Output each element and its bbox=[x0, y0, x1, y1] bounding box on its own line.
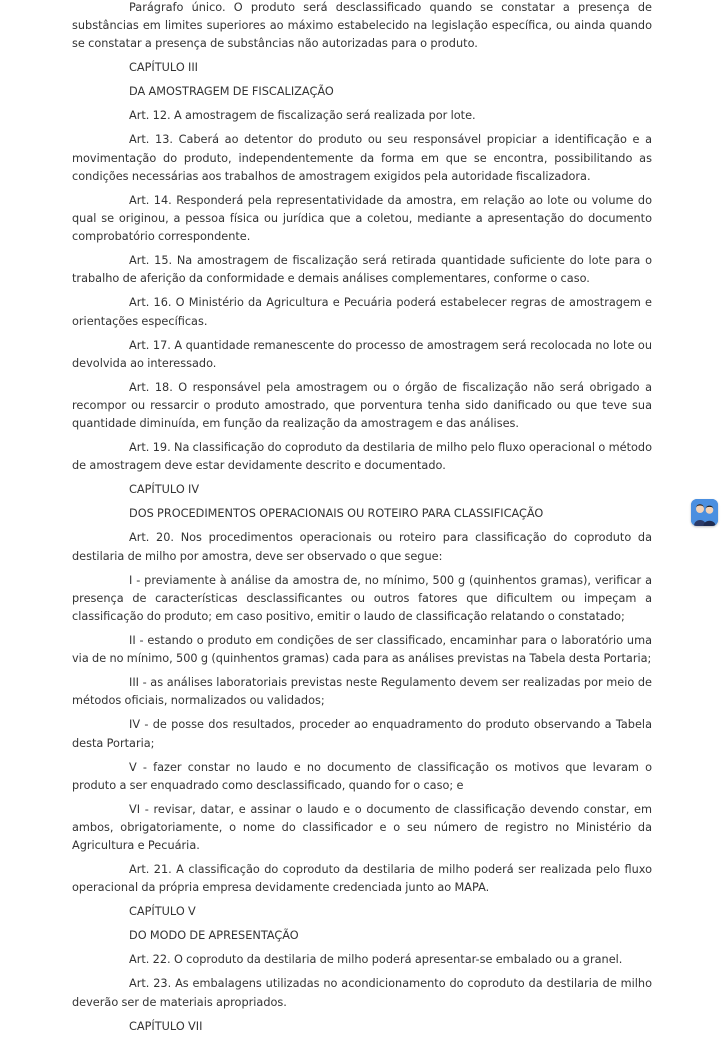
clause-iv: IV - de posse dos resultados, proceder ao enquadramento do produto observando a Tabela desta Portaria; bbox=[72, 718, 652, 750]
article-15: Art. 15. Na amostragem de fiscalização será retirada quantidade suficiente do lote para o trabalho de aferição da conformidade e demais análises complementares, conforme o caso. bbox=[72, 254, 652, 286]
article-21: Art. 21. A classificação do coproduto da destilaria de milho poderá ser realizada pelo fluxo operacional da própria empresa devidamente credenciada junto ao MAPA. bbox=[72, 863, 652, 895]
article-23: Art. 23. As embalagens utilizadas no acondicionamento do coproduto da destilaria de milho deverão ser de materiais apropriados. bbox=[72, 977, 652, 1009]
article-20: Art. 20. Nos procedimentos operacionais ou roteiro para classificação do coproduto da destilaria de milho por amostra, deve ser observado o que segue: bbox=[72, 531, 652, 563]
article-17: Art. 17. A quantidade remanescente do processo de amostragem será recolocada no lote ou devolvida ao interessado. bbox=[72, 338, 652, 370]
article-14: Art. 14. Responderá pela representatividade da amostra, em relação ao lote ou volume do qual se originou, a pessoa física ou jurídica que a coletou, mediante a apresentação do documento comprobatório correspondente. bbox=[72, 193, 652, 244]
assistant-avatar-icon bbox=[691, 499, 718, 526]
clause-vi: VI - revisar, datar, e assinar o laudo e o documento de classificação devendo constar, em ambos, obrigatoriamente, o nome do classificador e o seu número de registro no Ministério da Agricultura e Pecuária. bbox=[72, 802, 652, 853]
clause-ii: II - estando o produto em condições de ser classificado, encaminhar para o laboratório uma via de no mínimo, 500 g (quinhentos gramas) cada para as análises previstas na Tabela desta Portaria; bbox=[72, 634, 652, 666]
document-page bbox=[72, 0, 652, 1042]
chapter-heading: CAPÍTULO VII bbox=[129, 1019, 203, 1033]
chapter-heading: CAPÍTULO III bbox=[129, 61, 198, 75]
chapter-title: DOS PROCEDIMENTOS OPERACIONAIS OU ROTEIRO PARA CLASSIFICAÇÃO bbox=[129, 507, 544, 521]
article-13: Art. 13. Caberá ao detentor do produto ou seu responsável propiciar a identificação e a movimentação do produto, independentemente da forma em que se encontra, possibilitando as condições necessárias aos trabalhos de amostragem exigidos pela autoridade fiscalizadora. bbox=[72, 133, 652, 183]
chapter-title: DA AMOSTRAGEM DE FISCALIZAÇÃO bbox=[129, 85, 334, 99]
article-19: Art. 19. Na classificação do coproduto da destilaria de milho pelo fluxo operacional o método de amostragem deve estar devidamente descrito e documentado. bbox=[72, 441, 652, 473]
article-16: Art. 16. O Ministério da Agricultura e Pecuária poderá estabelecer regras de amostragem e orientações específicas. bbox=[72, 296, 652, 328]
clause-v: V - fazer constar no laudo e no documento de classificação os motivos que levaram o produto a ser enquadrado como desclassificado, quando for o caso; e bbox=[72, 760, 652, 792]
article-18: Art. 18. O responsável pela amostragem ou o órgão de fiscalização não será obrigado a recompor ou ressarcir o produto amostrado, que porventura tenha sido danificado ou que teve sua quantidade diminuída, em função da realização da amostragem e das análises. bbox=[72, 380, 652, 431]
clause-iii: III - as análises laboratoriais previstas neste Regulamento devem ser realizadas por meio de métodos oficiais, normalizados ou validados; bbox=[72, 676, 652, 708]
chapter-heading: CAPÍTULO IV bbox=[129, 483, 200, 497]
paragraph-unico: Parágrafo único. O produto será desclassificado quando se constatar a presença de substâncias em limites superiores ao máximo estabelecido na legislação específica, ou ainda quando se constatar a presença de substâncias não autorizadas para o produto. bbox=[72, 1, 652, 51]
assistant-avatar-button[interactable] bbox=[691, 499, 718, 526]
clause-i: I - previamente à análise da amostra de, no mínimo, 500 g (quinhentos gramas), verificar a presença de características desclassificantes ou outros fatores que dificultem ou impeçam a classificação do produto; em caso positivo, emitir o laudo de classificação relatando o constatado; bbox=[72, 573, 652, 624]
chapter-heading: CAPÍTULO V bbox=[129, 905, 196, 919]
article-22: Art. 22. O coproduto da destilaria de milho poderá apresentar-se embalado ou a granel. bbox=[129, 953, 623, 967]
article-12: Art. 12. A amostragem de fiscalização será realizada por lote. bbox=[129, 109, 476, 123]
chapter-title: DO MODO DE APRESENTAÇÃO bbox=[129, 929, 299, 943]
